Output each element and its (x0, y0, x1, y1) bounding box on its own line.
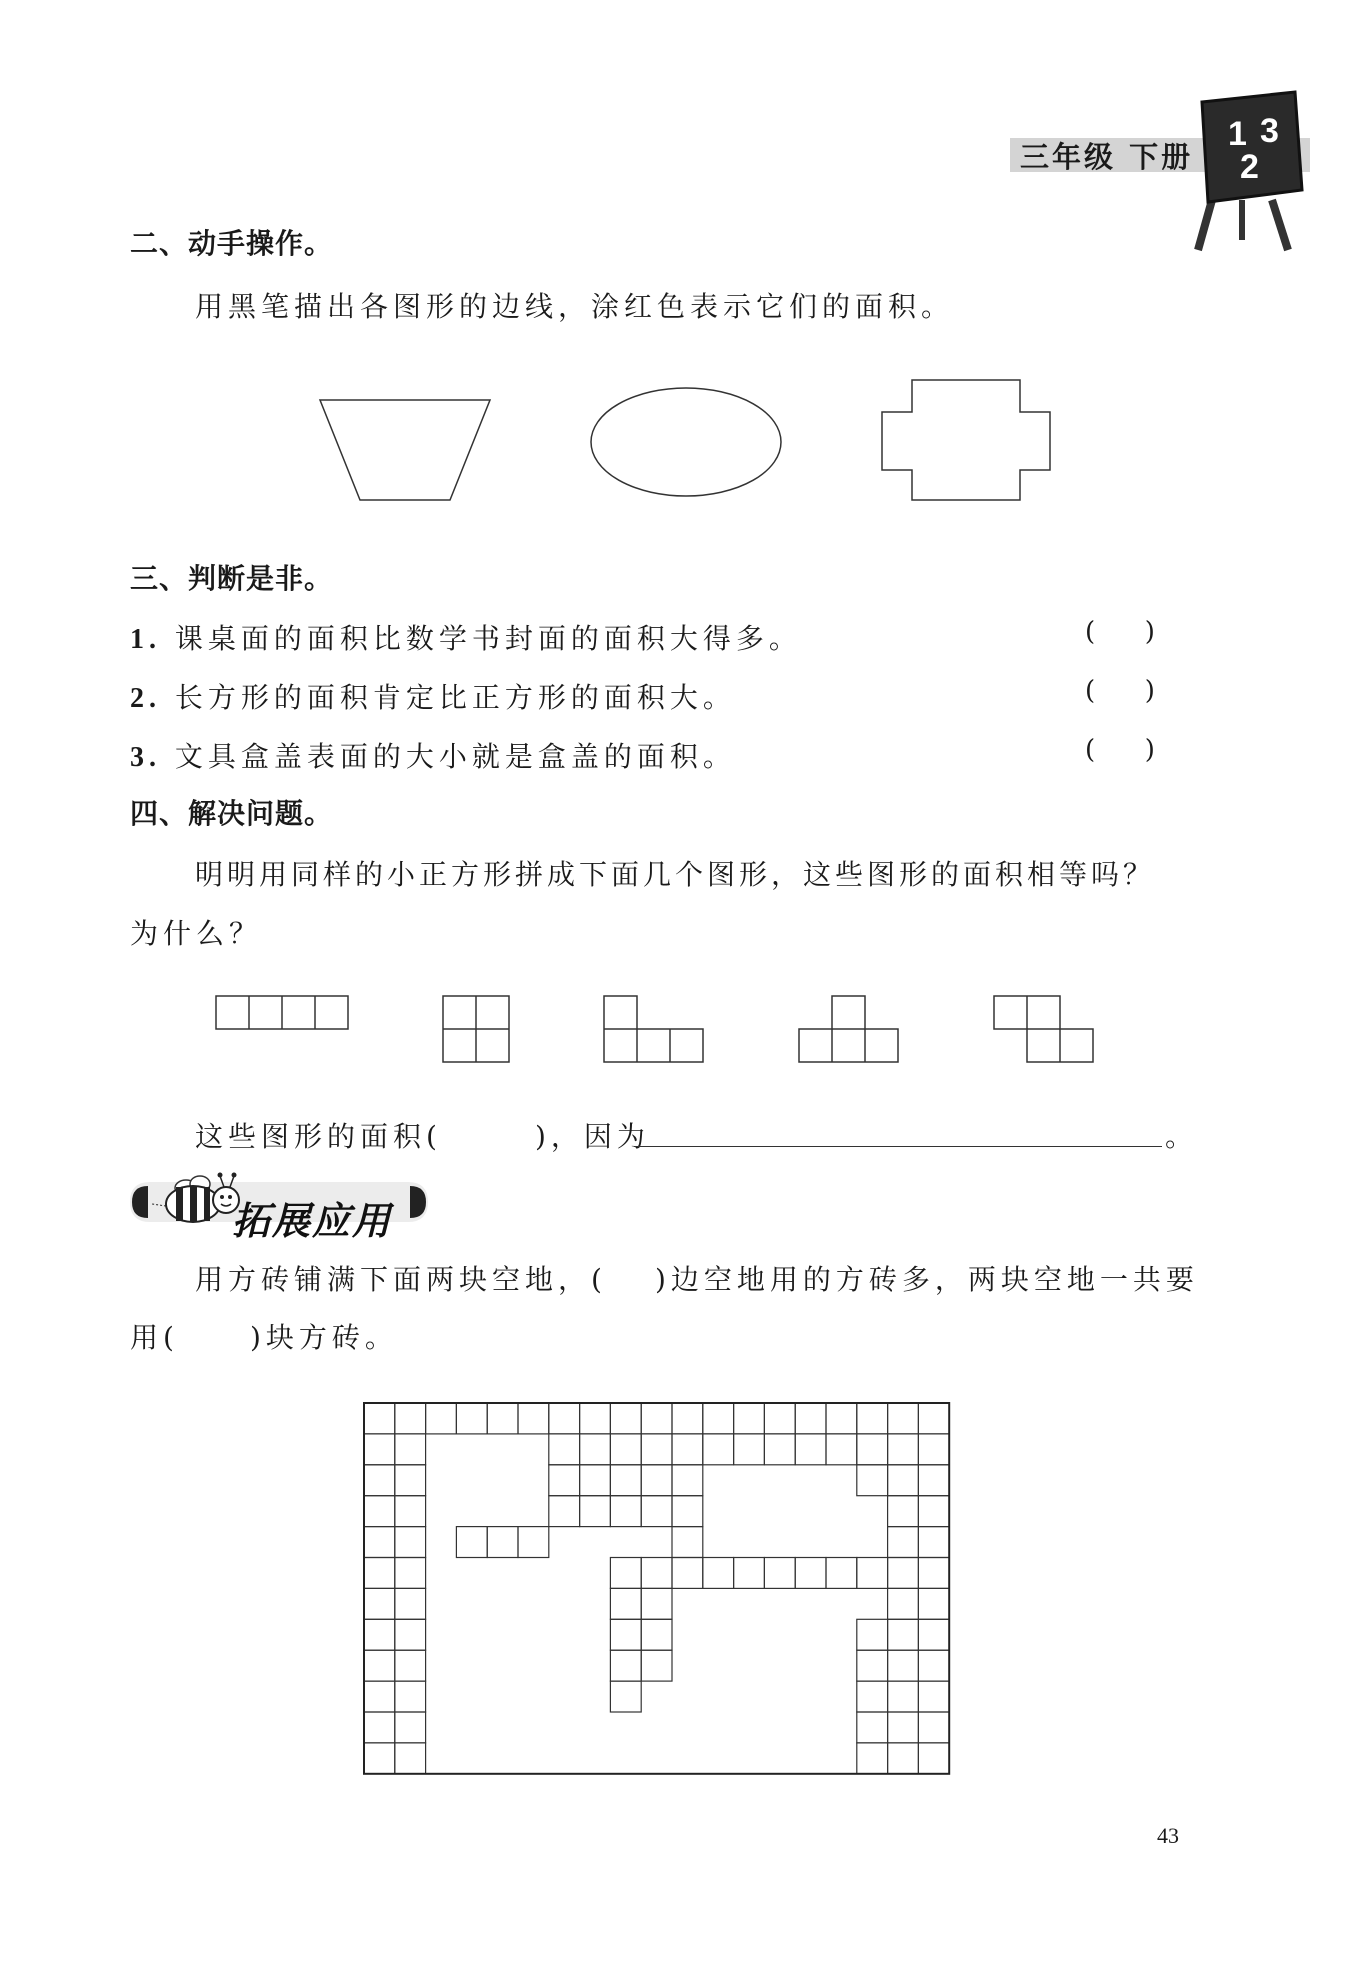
tile-cell (487, 1527, 518, 1558)
tile-cell (364, 1496, 395, 1527)
tile-cell (672, 1496, 703, 1527)
tile-cell (610, 1496, 641, 1527)
tile-cell (918, 1712, 949, 1743)
tile-cell (641, 1496, 672, 1527)
section4-answer-end: 。 (1165, 1120, 1199, 1153)
section3-heading: 三、判断是非。 (130, 562, 334, 595)
tile-cell (364, 1558, 395, 1589)
tile-cell (610, 1403, 641, 1434)
tile-cell (918, 1403, 949, 1434)
tile-cell (888, 1650, 919, 1681)
tile-cell (795, 1558, 826, 1589)
tile-cell (487, 1403, 518, 1434)
tile-cell (364, 1403, 395, 1434)
tile-cell (395, 1496, 426, 1527)
tile-cell (918, 1681, 949, 1712)
tile-cell (610, 1619, 641, 1650)
tile-cell (918, 1588, 949, 1619)
section4-answer-part2: )，因为 (535, 1120, 650, 1153)
tile-cell (764, 1558, 795, 1589)
page-number: 43 (1157, 1823, 1179, 1848)
tile-cell (395, 1588, 426, 1619)
tile-cell (703, 1558, 734, 1589)
tile-cell (734, 1434, 765, 1465)
tile-cell (395, 1681, 426, 1712)
tile-cell (610, 1650, 641, 1681)
tile-cell (703, 1434, 734, 1465)
judge-answer-blank[interactable]: ( ) (1085, 735, 1155, 765)
tile-cell (918, 1619, 949, 1650)
tile-cell (456, 1527, 487, 1558)
badge-digit-2: 2 (1240, 148, 1259, 186)
tile-cell (795, 1403, 826, 1434)
tile-cell (857, 1743, 888, 1774)
tile-cell (518, 1403, 549, 1434)
tile-cell (857, 1619, 888, 1650)
tile-cell (918, 1465, 949, 1496)
tile-cell (703, 1403, 734, 1434)
tile-cell (888, 1712, 919, 1743)
tile-cell (395, 1403, 426, 1434)
tile-cell (518, 1527, 549, 1558)
tile-cell (549, 1434, 580, 1465)
tile-cell (364, 1527, 395, 1558)
tile-cell (857, 1650, 888, 1681)
tile-cell (734, 1403, 765, 1434)
tile-cell (857, 1434, 888, 1465)
extension-question-line2-a: 用( (130, 1321, 179, 1354)
tile-cell (888, 1496, 919, 1527)
tile-cell (672, 1403, 703, 1434)
tile-cell (395, 1619, 426, 1650)
grade-label: 三年级 下册 (1020, 140, 1194, 174)
tile-cell (857, 1712, 888, 1743)
extension-title: 拓展应用 (232, 1199, 393, 1243)
section2-heading: 二、动手操作。 (130, 227, 334, 260)
tile-cell (734, 1558, 765, 1589)
tile-cell (888, 1588, 919, 1619)
tile-cell (918, 1496, 949, 1527)
tile-cell (610, 1681, 641, 1712)
tile-cell (764, 1434, 795, 1465)
tile-cell (857, 1558, 888, 1589)
tile-cell (395, 1558, 426, 1589)
tile-cell (641, 1434, 672, 1465)
tile-cell (610, 1558, 641, 1589)
judge-item-number: 3. (130, 742, 161, 773)
tile-cells (364, 1403, 949, 1774)
tile-cell (395, 1527, 426, 1558)
tile-cell (580, 1403, 611, 1434)
tile-cell (857, 1465, 888, 1496)
tile-cell (364, 1619, 395, 1650)
section4-question-line2: 为什么？ (130, 917, 263, 950)
tile-cell (826, 1403, 857, 1434)
badge-digit-3: 3 (1260, 112, 1279, 150)
extension-question-line1-a: 用方砖铺满下面两块空地，( (195, 1263, 607, 1296)
tile-cell (918, 1743, 949, 1774)
tile-cell (888, 1681, 919, 1712)
tile-cell (426, 1403, 457, 1434)
tile-cell (641, 1588, 672, 1619)
tile-cell (364, 1434, 395, 1465)
tile-cell (641, 1558, 672, 1589)
tile-cell (580, 1465, 611, 1496)
tile-cell (918, 1558, 949, 1589)
tile-cell (826, 1558, 857, 1589)
tile-cell (364, 1743, 395, 1774)
tile-cell (672, 1527, 703, 1558)
judge-item-text: 课桌面的面积比数学书封面的面积大得多。 (174, 622, 802, 655)
tile-cell (456, 1403, 487, 1434)
section4-heading: 四、解决问题。 (130, 797, 334, 830)
tile-cell (364, 1681, 395, 1712)
section4-answer-part1: 这些图形的面积( (195, 1120, 442, 1153)
tile-cell (888, 1465, 919, 1496)
extension-question-line1-b: )边空地用的方砖多，两块空地一共要 (655, 1263, 1199, 1296)
tile-cell (888, 1743, 919, 1774)
tile-cell (857, 1681, 888, 1712)
tile-cell (610, 1465, 641, 1496)
tile-cell (395, 1650, 426, 1681)
tile-cell (918, 1650, 949, 1681)
section2-instruction: 用黑笔描出各图形的边线，涂红色表示它们的面积。 (195, 290, 955, 323)
tile-cell (364, 1650, 395, 1681)
tile-cell (888, 1619, 919, 1650)
judge-item-text: 文具盒盖表面的大小就是盒盖的面积。 (174, 740, 736, 773)
tile-cell (549, 1403, 580, 1434)
tile-cell (395, 1712, 426, 1743)
tile-cell (580, 1434, 611, 1465)
judge-answer-blank[interactable]: ( ) (1085, 617, 1155, 647)
tile-cell (395, 1465, 426, 1496)
tile-cell (610, 1434, 641, 1465)
tile-cell (610, 1588, 641, 1619)
section4-question-line1: 明明用同样的小正方形拼成下面几个图形，这些图形的面积相等吗？ (195, 858, 1156, 891)
judge-item-text: 长方形的面积肯定比正方形的面积大。 (174, 681, 736, 714)
badge-digit-1: 1 (1228, 115, 1247, 153)
judge-answer-blank[interactable]: ( ) (1085, 676, 1155, 706)
judge-item-number: 1. (130, 624, 161, 655)
tile-cell (641, 1465, 672, 1496)
tile-cell (672, 1465, 703, 1496)
tile-cell (641, 1403, 672, 1434)
tile-cell (857, 1403, 888, 1434)
tile-cell (888, 1527, 919, 1558)
tile-cell (364, 1712, 395, 1743)
tile-cell (549, 1465, 580, 1496)
tile-cell (918, 1434, 949, 1465)
tile-cell (580, 1496, 611, 1527)
tile-cell (549, 1496, 580, 1527)
tile-cell (672, 1434, 703, 1465)
tile-cell (918, 1527, 949, 1558)
tile-cell (764, 1403, 795, 1434)
tile-cell (395, 1434, 426, 1465)
tile-cell (795, 1434, 826, 1465)
tile-cell (364, 1588, 395, 1619)
extension-question-line2-b: )块方砖。 (250, 1321, 398, 1354)
tile-cell (641, 1619, 672, 1650)
tile-cell (888, 1558, 919, 1589)
tile-cell (672, 1558, 703, 1589)
tile-cell (641, 1650, 672, 1681)
judge-item-number: 2. (130, 683, 161, 714)
tile-cell (826, 1434, 857, 1465)
tile-cell (888, 1434, 919, 1465)
tile-cell (888, 1403, 919, 1434)
tile-cell (364, 1465, 395, 1496)
tile-cell (395, 1743, 426, 1774)
